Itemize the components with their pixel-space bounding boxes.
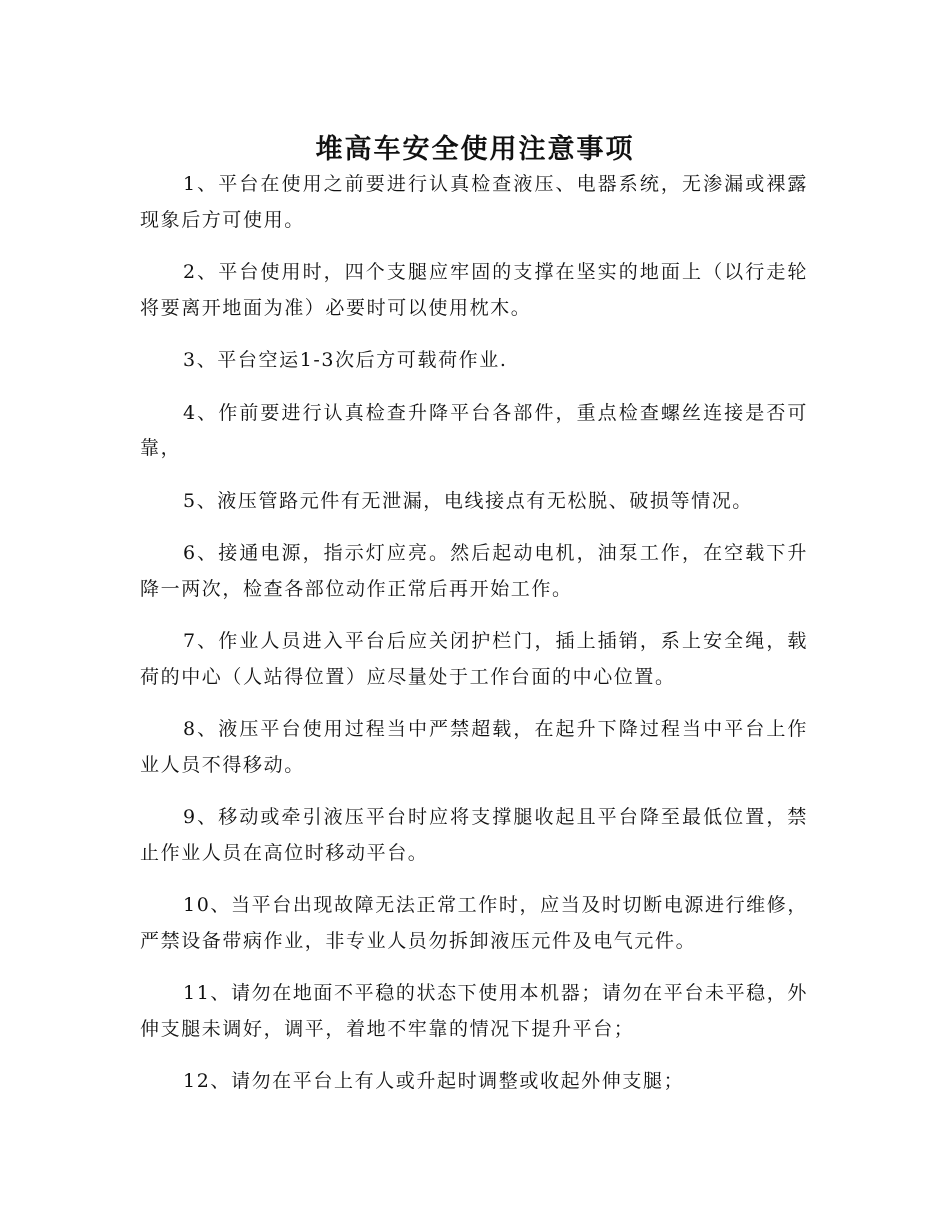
paragraph-7: 7、作业人员进入平台后应关闭护栏门，插上插销，系上安全绳，载荷的中心（人站得位置）应尽量处于工作台面的中心位置。 xyxy=(140,630,808,688)
paragraph-1: 1、平台在使用之前要进行认真检查液压、电器系统，无渗漏或裸露现象后方可使用。 xyxy=(140,173,808,231)
paragraph-3: 3、平台空运1-3次后方可载荷作业. xyxy=(183,349,508,371)
paragraph-8: 8、液压平台使用过程当中严禁超载，在起升下降过程当中平台上作业人员不得移动。 xyxy=(140,718,808,776)
paragraph-2: 2、平台使用时，四个支腿应牢固的支撑在坚实的地面上（以行走轮将要离开地面为准）必要时可以使用枕木。 xyxy=(140,261,808,319)
paragraph-11: 11、请勿在地面不平稳的状态下使用本机器；请勿在平台未平稳，外伸支腿未调好，调平，着地不牢靠的情况下提升平台； xyxy=(140,982,808,1040)
paragraph-12: 12、请勿在平台上有人或升起时调整或收起外伸支腿； xyxy=(183,1070,685,1092)
paragraph-10: 10、当平台出现故障无法正常工作时，应当及时切断电源进行维修，严禁设备带病作业，非专业人员勿拆卸液压元件及电气元件。 xyxy=(140,894,808,952)
document-body xyxy=(140,167,808,1117)
paragraph-5: 5、液压管路元件有无泄漏，电线接点有无松脱、破损等情况。 xyxy=(183,489,753,512)
document-title: 堆高车安全使用注意事项 xyxy=(315,134,635,166)
paragraph-9: 9、移动或牵引液压平台时应将支撑腿收起且平台降至最低位置，禁止作业人员在高位时移动平台。 xyxy=(140,806,808,864)
paragraph-4: 4、作前要进行认真检查升降平台各部件，重点检查螺丝连接是否可靠， xyxy=(140,401,808,459)
paragraph-6: 6、接通电源，指示灯应亮。然后起动电机，油泵工作，在空载下升降一两次，检查各部位动作正常后再开始工作。 xyxy=(140,542,808,600)
